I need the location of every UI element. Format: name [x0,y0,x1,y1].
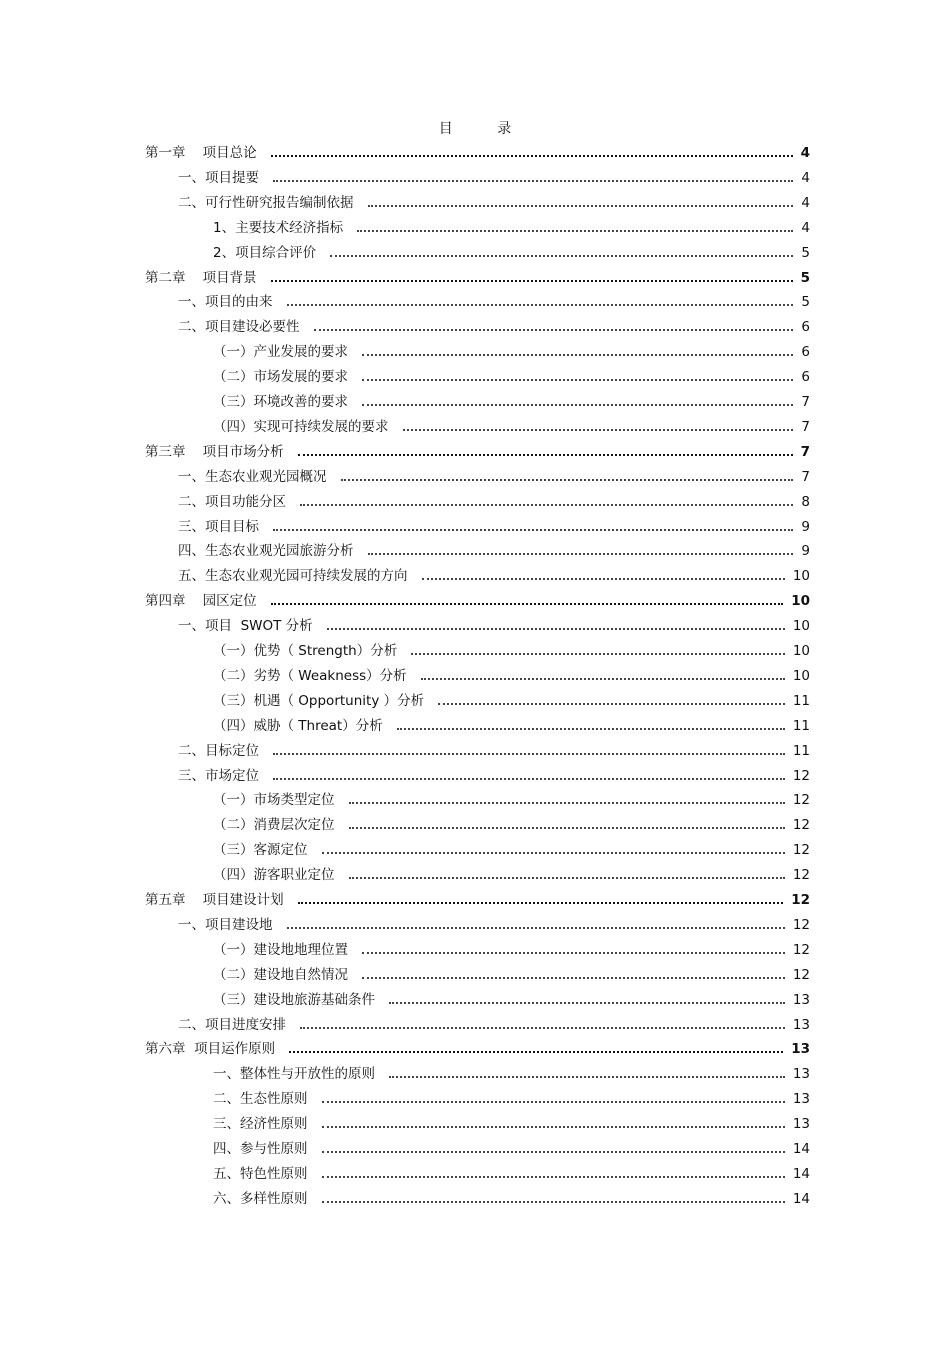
toc-page-number: 8 [801,493,810,510]
toc-page-number: 10 [792,568,810,585]
dot-leader [438,703,785,705]
toc-entry-label: 三、经济性原则 [213,1116,308,1133]
toc-entry-row[interactable] [0,243,950,263]
toc-entry-row[interactable] [0,716,950,736]
toc-entry-row[interactable] [0,1015,950,1035]
dot-leader [330,255,793,257]
toc-entry-row[interactable] [0,392,950,412]
dot-leader [403,429,793,431]
toc-page-number: 6 [801,319,810,336]
toc-entry-label: （二）消费层次定位 [213,817,335,834]
toc-entry-row[interactable] [0,517,950,537]
toc-entry-label: （四）实现可持续发展的要求 [213,418,389,435]
toc-page-number: 11 [792,692,810,709]
dot-leader [397,728,785,730]
toc-entry-label: （三）客源定位 [213,842,308,859]
toc-chapter-row[interactable] [0,442,950,462]
toc-entry-row[interactable] [0,741,950,761]
toc-entry-label: 一、生态农业观光园概况 [178,468,327,485]
toc-entry-row[interactable] [0,292,950,312]
toc-entry-label: 四、参与性原则 [213,1141,308,1157]
toc-page-number: 10 [792,667,810,684]
toc-entry-label: （二）市场发展的要求 [213,369,348,386]
toc-entry-label: 五、特色性原则 [213,1165,308,1182]
dot-leader [357,230,793,232]
toc-entry-row[interactable] [0,467,950,487]
toc-entry-label: （四）游客职业定位 [213,867,335,884]
toc-entry-row[interactable] [0,691,950,711]
dot-leader [362,977,785,979]
toc-page-number: 13 [792,1116,810,1133]
dot-leader [368,553,793,555]
toc-entry-label: 第六章 项目运作原则 [145,1041,276,1058]
toc-page-number: 4 [801,219,810,236]
dot-leader [271,603,783,605]
dot-leader [362,952,785,954]
toc-page-number: 13 [792,1066,810,1083]
toc-page-number: 13 [792,1091,810,1108]
toc-page-number: 11 [792,742,810,759]
toc-page-number: 12 [792,817,810,834]
toc-entry-row[interactable] [0,541,950,561]
dot-leader [362,379,793,381]
toc-chapter-row[interactable] [0,591,950,611]
toc-entry-row[interactable] [0,965,950,985]
dot-leader [300,1027,785,1029]
toc-page-number: 7 [801,468,810,485]
dot-leader [273,529,793,531]
toc-entry-label: （三）机遇（ Opportunity ）分析 [213,692,425,709]
toc-entry-label: （三）环境改善的要求 [213,394,348,410]
dot-leader [389,1076,785,1078]
toc-entry-label: （一）建设地地理位置 [213,941,348,958]
toc-chapter-row[interactable] [0,268,950,288]
toc-entry-label: 一、整体性与开放性的原则 [213,1066,375,1083]
dot-leader [314,329,793,331]
toc-page-number: 9 [801,543,810,560]
dot-leader [271,155,793,157]
dot-leader [322,1101,785,1103]
toc-page-number: 4 [800,145,810,161]
toc-entry-label: 第二章 项目背景 [145,269,257,286]
toc-entry-row[interactable] [0,566,950,586]
toc-page-number: 5 [801,294,810,311]
dot-leader [298,454,793,456]
toc-entry-label: （一）产业发展的要求 [213,344,348,361]
toc-entry-label: 二、可行性研究报告编制依据 [178,194,354,211]
toc-entry-row[interactable] [0,1064,950,1084]
dot-leader [322,1151,785,1153]
toc-page-number: 11 [792,717,810,734]
toc-entry-label: 第四章 园区定位 [145,593,257,610]
toc-entry-label: 四、生态农业观光园旅游分析 [178,543,354,560]
dot-leader [273,180,793,182]
toc-page-number: 12 [792,966,810,983]
dot-leader [287,304,793,306]
toc-page-number: 13 [792,1016,810,1033]
toc-entry-row[interactable] [0,840,950,860]
toc-entry-label: （四）威胁（ Threat）分析 [213,717,383,734]
dot-leader [322,1126,785,1128]
toc-page-number: 14 [792,1141,810,1157]
toc-page-number: 5 [800,269,810,286]
toc-page-number: 10 [792,643,810,659]
toc-entry-label: （三）建设地旅游基础条件 [213,991,375,1008]
toc-entry-row[interactable] [0,940,950,960]
toc-entry-label: 一、项目的由来 [178,294,273,311]
dot-leader [368,205,793,207]
dot-leader [271,280,793,282]
dot-leader [349,802,785,804]
toc-entry-row[interactable] [0,492,950,512]
toc-entry-row[interactable] [0,1089,950,1109]
toc-entry-label: 二、项目进度安排 [178,1016,286,1033]
toc-entry-row[interactable] [0,1114,950,1134]
dot-leader [422,578,785,580]
toc-page-number: 12 [792,941,810,958]
toc-entry-row[interactable] [0,342,950,362]
toc-page-number: 12 [792,916,810,933]
dot-leader [389,1002,785,1004]
toc-entry-label: 第三章 项目市场分析 [145,443,284,460]
toc-page-number: 12 [791,892,810,908]
toc-entry-label: 六、多样性原则 [213,1190,308,1207]
toc-entry-label: 第五章 项目建设计划 [145,892,284,908]
toc-page-number: 7 [801,418,810,435]
dot-leader [362,404,793,406]
toc-entry-label: 1、主要技术经济指标 [213,219,344,236]
toc-chapter-row[interactable] [0,890,950,910]
toc-entry-row[interactable] [0,666,950,686]
toc-page-number: 12 [792,767,810,784]
dot-leader [362,354,793,356]
toc-page-number: 13 [792,991,810,1008]
dot-leader [322,852,785,854]
toc-entry-label: 三、市场定位 [178,767,259,784]
toc-entry-label: 一、项目提要 [178,169,259,186]
toc-entry-row[interactable] [0,367,950,387]
toc-entry-row[interactable] [0,417,950,437]
toc-page-number: 10 [791,593,810,610]
toc-page-number: 7 [801,394,810,410]
toc-entry-label: 二、项目建设必要性 [178,319,300,336]
dot-leader [300,504,793,506]
toc-entry-row[interactable] [0,1139,950,1159]
dot-leader [349,877,785,879]
dot-leader [273,753,785,755]
dot-leader [273,778,785,780]
toc-page-number: 12 [792,867,810,884]
toc-entry-label: （二）建设地自然情况 [213,966,348,983]
toc-entry-label: 二、生态性原则 [213,1091,308,1108]
toc-entry-row[interactable] [0,193,950,213]
toc-entry-label: （一）市场类型定位 [213,792,335,809]
toc-page-number: 12 [792,792,810,809]
toc-entry-label: 一、项目 SWOT 分析 [178,618,313,635]
toc-page-number: 14 [792,1165,810,1182]
toc-page-number: 7 [800,443,810,460]
toc-entry-label: （一）优势（ Strength）分析 [213,643,398,659]
dot-leader [421,678,785,680]
toc-entry-row[interactable] [0,790,950,810]
toc-page-number: 5 [801,244,810,261]
dot-leader [322,1201,785,1203]
dot-leader [411,653,785,655]
toc-entry-row[interactable] [0,218,950,238]
toc-page-number: 9 [801,518,810,535]
dot-leader [289,1051,783,1053]
toc-entry-row[interactable] [0,766,950,786]
toc-page-number: 4 [801,169,810,186]
toc-page-number: 14 [792,1190,810,1207]
toc-entry-label: （二）劣势（ Weakness）分析 [213,667,407,684]
toc-page-number: 13 [791,1041,810,1058]
toc-entry-label: 三、项目目标 [178,518,259,535]
toc-entry-row[interactable] [0,915,950,935]
toc-entry-row[interactable] [0,815,950,835]
toc-entry-label: 一、项目建设地 [178,916,273,933]
toc-chapter-row[interactable] [0,143,950,163]
toc-page-number: 6 [801,369,810,386]
toc-entry-row[interactable] [0,317,950,337]
toc-page-number: 4 [801,194,810,211]
toc-entry-label: 二、目标定位 [178,742,259,759]
toc-entry-row[interactable] [0,990,950,1010]
toc-entry-label: 二、项目功能分区 [178,493,286,510]
toc-page-number: 10 [792,618,810,635]
toc-page-number: 6 [801,344,810,361]
toc-entry-row[interactable] [0,1189,950,1209]
toc-chapter-row[interactable] [0,1039,950,1059]
toc-entry-label: 2、项目综合评价 [213,244,317,261]
toc-entry-row[interactable] [0,1164,950,1184]
toc-entry-label: 第一章 项目总论 [145,145,257,161]
toc-entry-row[interactable] [0,641,950,661]
dot-leader [349,827,785,829]
dot-leader [327,628,785,630]
toc-entry-row[interactable] [0,616,950,636]
toc-entry-label: 五、生态农业观光园可持续发展的方向 [178,568,408,585]
toc-page-number: 12 [792,842,810,859]
dot-leader [341,479,793,481]
dot-leader [322,1176,785,1178]
dot-leader [287,927,785,929]
toc-title: 目 录 [438,121,532,137]
dot-leader [298,902,783,904]
toc-entry-row[interactable] [0,865,950,885]
toc-entry-row[interactable] [0,168,950,188]
